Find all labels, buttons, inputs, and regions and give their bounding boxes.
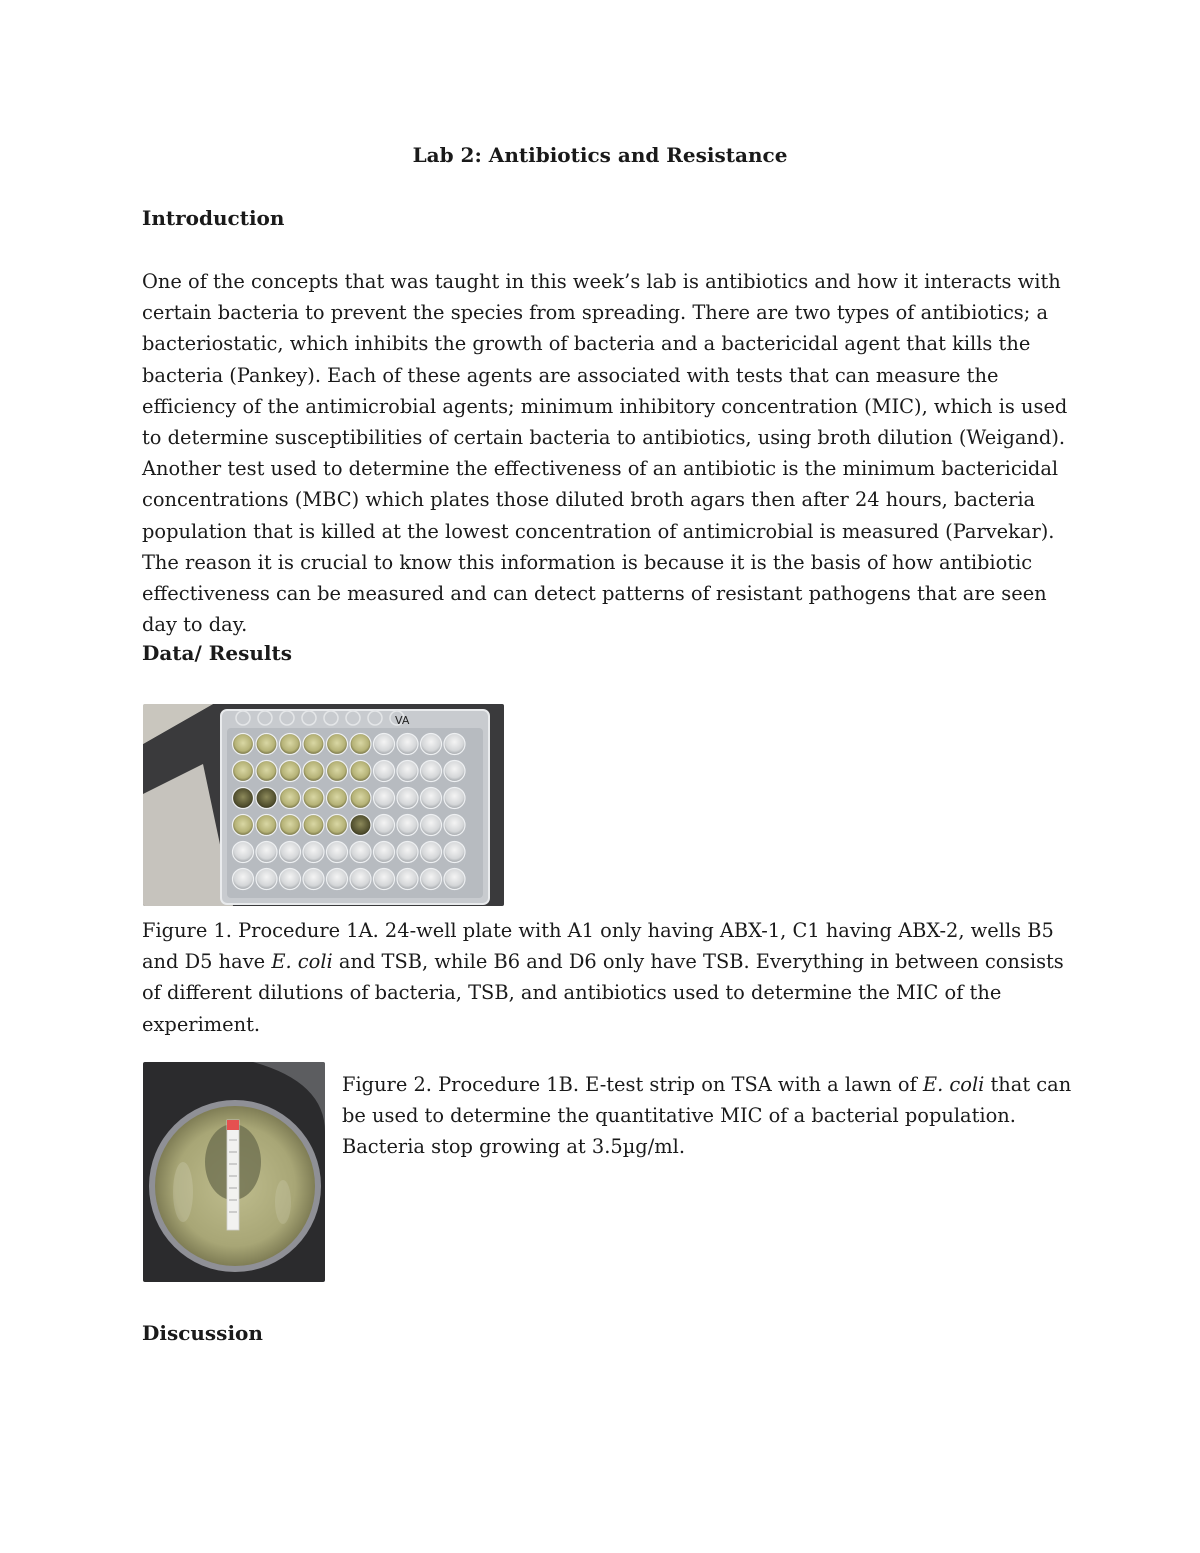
figure2-caption-text-1: Figure 2. Procedure 1B. E-test strip on TSA with a lawn of [342,1073,923,1096]
figure2-caption [342,1069,1072,1163]
figure1-caption-text-1: Figure 1. Procedure 1A. 24-well plate with A1 only having ABX-1, C1 having ABX-2, wells B5 and D5 have [142,919,1054,974]
introduction-heading: Introduction [142,206,285,230]
introduction-paragraph: One of the concepts that was taught in this week’s lab is antibiotics and how it interacts with certain bacteria to prevent the species from spreading. There are two types of antibiotics; a bacteriostatic, which inhibits the growth of bacteria and a bactericidal agent that kills the bacteria (Pankey). Each of these agents are associated with tests that can measure the efficiency of the antimicrobial agents; minimum inhibitory concentration (MIC), which is used to determine susceptibilities of certain bacteria to antibiotics, using broth dilution (Weigand). Another test used to determine the effectiveness of an antibiotic is the minimum bactericidal concentrations (MBC) which plates those diluted broth agars then after 24 hours, bacteria population that is killed at the lowest concentration of antimicrobial is measured (Parvekar). The reason it is crucial to know this information is because it is the basis of how antibiotic effectiveness can be measured and can detect patterns of resistant pathogens that are seen day to day. [142,270,1068,637]
discussion-heading: Discussion [142,1321,263,1345]
results-heading: Data/ Results [142,641,293,665]
document-title: Lab 2: Antibiotics and Resistance [412,143,788,167]
figure1-caption-text-2: and TSB, while B6 and D6 only have TSB. Everything in between consists of different dilutions of bacteria, TSB, and antibiotics used to determine the MIC of the experiment. [142,950,1064,1036]
figure2-petri-dish-image [143,1062,325,1282]
figure2-caption-species: E. coli [922,1073,985,1096]
figure2-caption-text-2: that can be used to determine the quantitative MIC of a bacterial population. Bacteria stop growing at 3.5µg/ml. [342,1073,1072,1159]
svg-text:VA: VA [395,714,410,727]
figure1-well-plate-image [143,704,504,906]
figure1-caption [142,915,1072,1040]
figure1-caption-species: E. coli [271,950,333,974]
